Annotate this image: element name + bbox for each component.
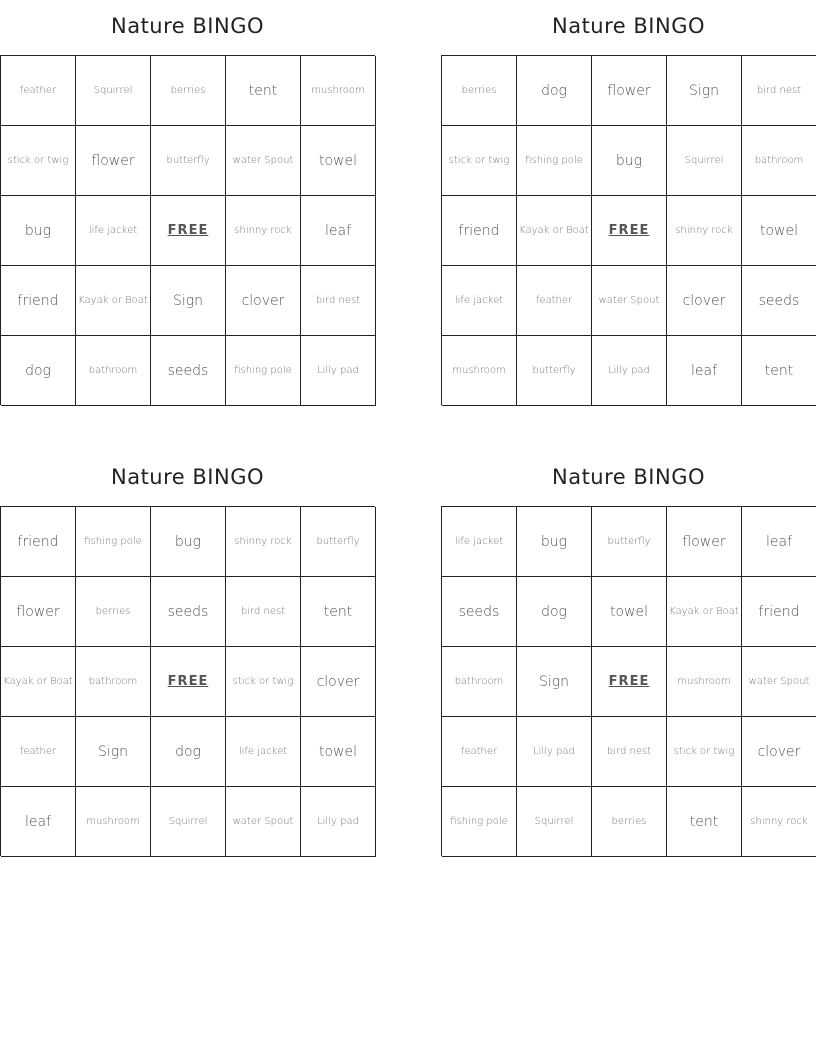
bingo-cell[interactable]: flower (667, 507, 742, 577)
bingo-cell[interactable]: Lilly pad (517, 717, 592, 787)
bingo-cell[interactable]: stick or twig (226, 647, 301, 717)
bingo-cell[interactable]: fishing pole (226, 336, 301, 406)
bingo-cell[interactable]: stick or twig (667, 717, 742, 787)
bingo-cell[interactable]: water Spout (226, 126, 301, 196)
bingo-cell[interactable]: friend (1, 266, 76, 336)
bingo-cell[interactable]: Kayak or Boat (1, 647, 76, 717)
bingo-cell[interactable]: clover (667, 266, 742, 336)
bingo-cell[interactable]: bird nest (592, 717, 667, 787)
bingo-cell[interactable]: bug (517, 507, 592, 577)
bingo-cell[interactable]: Squirrel (76, 56, 151, 126)
bingo-cell[interactable]: shinny rock (226, 196, 301, 266)
bingo-cell[interactable]: Lilly pad (592, 336, 667, 406)
bingo-cell[interactable]: Kayak or Boat (667, 577, 742, 647)
bingo-cell[interactable]: feather (442, 717, 517, 787)
bingo-cell[interactable]: feather (1, 717, 76, 787)
bingo-cell[interactable]: mushroom (667, 647, 742, 717)
bingo-grid (0, 55, 375, 405)
bingo-cell[interactable]: towel (301, 717, 376, 787)
bingo-cell[interactable]: flower (1, 577, 76, 647)
bingo-cell[interactable]: butterfly (151, 126, 226, 196)
bingo-cell[interactable]: dog (517, 56, 592, 126)
bingo-cell[interactable]: Sign (151, 266, 226, 336)
card-title: Nature BINGO (552, 465, 705, 489)
bingo-cell[interactable]: tent (742, 336, 816, 406)
bingo-cell[interactable]: fishing pole (517, 126, 592, 196)
bingo-cell[interactable]: mushroom (442, 336, 517, 406)
bingo-cell[interactable]: berries (151, 56, 226, 126)
bingo-cell[interactable]: mushroom (76, 787, 151, 857)
bingo-cell[interactable]: tent (667, 787, 742, 857)
free-space-cell[interactable]: FREE (151, 196, 226, 266)
bingo-cell[interactable]: fishing pole (76, 507, 151, 577)
bingo-cell[interactable]: towel (301, 126, 376, 196)
bingo-cell[interactable]: leaf (301, 196, 376, 266)
card-title: Nature BINGO (552, 14, 705, 38)
bingo-cell[interactable]: butterfly (301, 507, 376, 577)
bingo-cell[interactable]: seeds (151, 577, 226, 647)
bingo-cell[interactable]: Sign (517, 647, 592, 717)
bingo-cell[interactable]: seeds (151, 336, 226, 406)
bingo-cell[interactable]: berries (442, 56, 517, 126)
bingo-cell[interactable]: towel (742, 196, 816, 266)
bingo-cell[interactable]: Squirrel (517, 787, 592, 857)
bingo-cell[interactable]: Sign (76, 717, 151, 787)
bingo-cell[interactable]: friend (1, 507, 76, 577)
bingo-cell[interactable]: dog (151, 717, 226, 787)
free-space-cell[interactable]: FREE (592, 196, 667, 266)
bingo-cell[interactable]: leaf (1, 787, 76, 857)
bingo-cell[interactable]: Squirrel (151, 787, 226, 857)
bingo-cell[interactable]: life jacket (442, 507, 517, 577)
bingo-cell[interactable]: seeds (742, 266, 816, 336)
bingo-cell[interactable]: life jacket (76, 196, 151, 266)
bingo-cell[interactable]: bathroom (76, 336, 151, 406)
bingo-cell[interactable]: feather (1, 56, 76, 126)
bingo-cell[interactable]: bird nest (226, 577, 301, 647)
bingo-cell[interactable]: Squirrel (667, 126, 742, 196)
bingo-cell[interactable]: flower (76, 126, 151, 196)
bingo-cell[interactable]: friend (442, 196, 517, 266)
bingo-cell[interactable]: life jacket (442, 266, 517, 336)
bingo-cell[interactable]: bathroom (742, 126, 816, 196)
bingo-cell[interactable]: flower (592, 56, 667, 126)
bingo-cell[interactable]: shinny rock (667, 196, 742, 266)
bingo-card (441, 451, 816, 856)
bingo-grid (441, 55, 816, 405)
bingo-cell[interactable]: Kayak or Boat (76, 266, 151, 336)
bingo-cell[interactable]: stick or twig (442, 126, 517, 196)
bingo-cell[interactable]: clover (226, 266, 301, 336)
bingo-cell[interactable]: feather (517, 266, 592, 336)
bingo-cell[interactable]: shinny rock (226, 507, 301, 577)
bingo-cell[interactable]: tent (301, 577, 376, 647)
free-space-cell[interactable]: FREE (151, 647, 226, 717)
bingo-cell[interactable]: clover (742, 717, 816, 787)
bingo-cell[interactable]: bug (1, 196, 76, 266)
bingo-card (441, 0, 816, 405)
bingo-cell[interactable]: Lilly pad (301, 336, 376, 406)
free-space-cell[interactable]: FREE (592, 647, 667, 717)
bingo-cell[interactable]: tent (226, 56, 301, 126)
bingo-cell[interactable]: dog (517, 577, 592, 647)
bingo-grid (441, 506, 816, 856)
bingo-card (0, 0, 375, 405)
bingo-cell[interactable]: stick or twig (1, 126, 76, 196)
bingo-cell[interactable]: leaf (742, 507, 816, 577)
bingo-cell[interactable]: water Spout (226, 787, 301, 857)
bingo-cell[interactable]: butterfly (517, 336, 592, 406)
bingo-cell[interactable]: berries (592, 787, 667, 857)
bingo-cell[interactable]: bug (592, 126, 667, 196)
bingo-cell[interactable]: shinny rock (742, 787, 816, 857)
bingo-card (0, 451, 375, 856)
bingo-cell[interactable]: Kayak or Boat (517, 196, 592, 266)
bingo-cell[interactable]: Sign (667, 56, 742, 126)
bingo-cell[interactable]: Lilly pad (301, 787, 376, 857)
bingo-cell[interactable]: leaf (667, 336, 742, 406)
bingo-cell[interactable]: bathroom (76, 647, 151, 717)
bingo-cell[interactable]: water Spout (592, 266, 667, 336)
bingo-cell[interactable]: seeds (442, 577, 517, 647)
bingo-cell[interactable]: fishing pole (442, 787, 517, 857)
bingo-cell[interactable]: berries (76, 577, 151, 647)
bingo-grid (0, 506, 375, 856)
bingo-cell[interactable]: water Spout (742, 647, 816, 717)
bingo-cell[interactable]: friend (742, 577, 816, 647)
bingo-cell[interactable]: mushroom (301, 56, 376, 126)
bingo-cell[interactable]: bug (151, 507, 226, 577)
bingo-cell[interactable]: bathroom (442, 647, 517, 717)
bingo-cell[interactable]: bird nest (301, 266, 376, 336)
card-title: Nature BINGO (111, 14, 264, 38)
bingo-cell[interactable]: dog (1, 336, 76, 406)
bingo-cell[interactable]: butterfly (592, 507, 667, 577)
bingo-cell[interactable]: towel (592, 577, 667, 647)
bingo-cell[interactable]: clover (301, 647, 376, 717)
card-title: Nature BINGO (111, 465, 264, 489)
bingo-cell[interactable]: bird nest (742, 56, 816, 126)
bingo-cell[interactable]: life jacket (226, 717, 301, 787)
